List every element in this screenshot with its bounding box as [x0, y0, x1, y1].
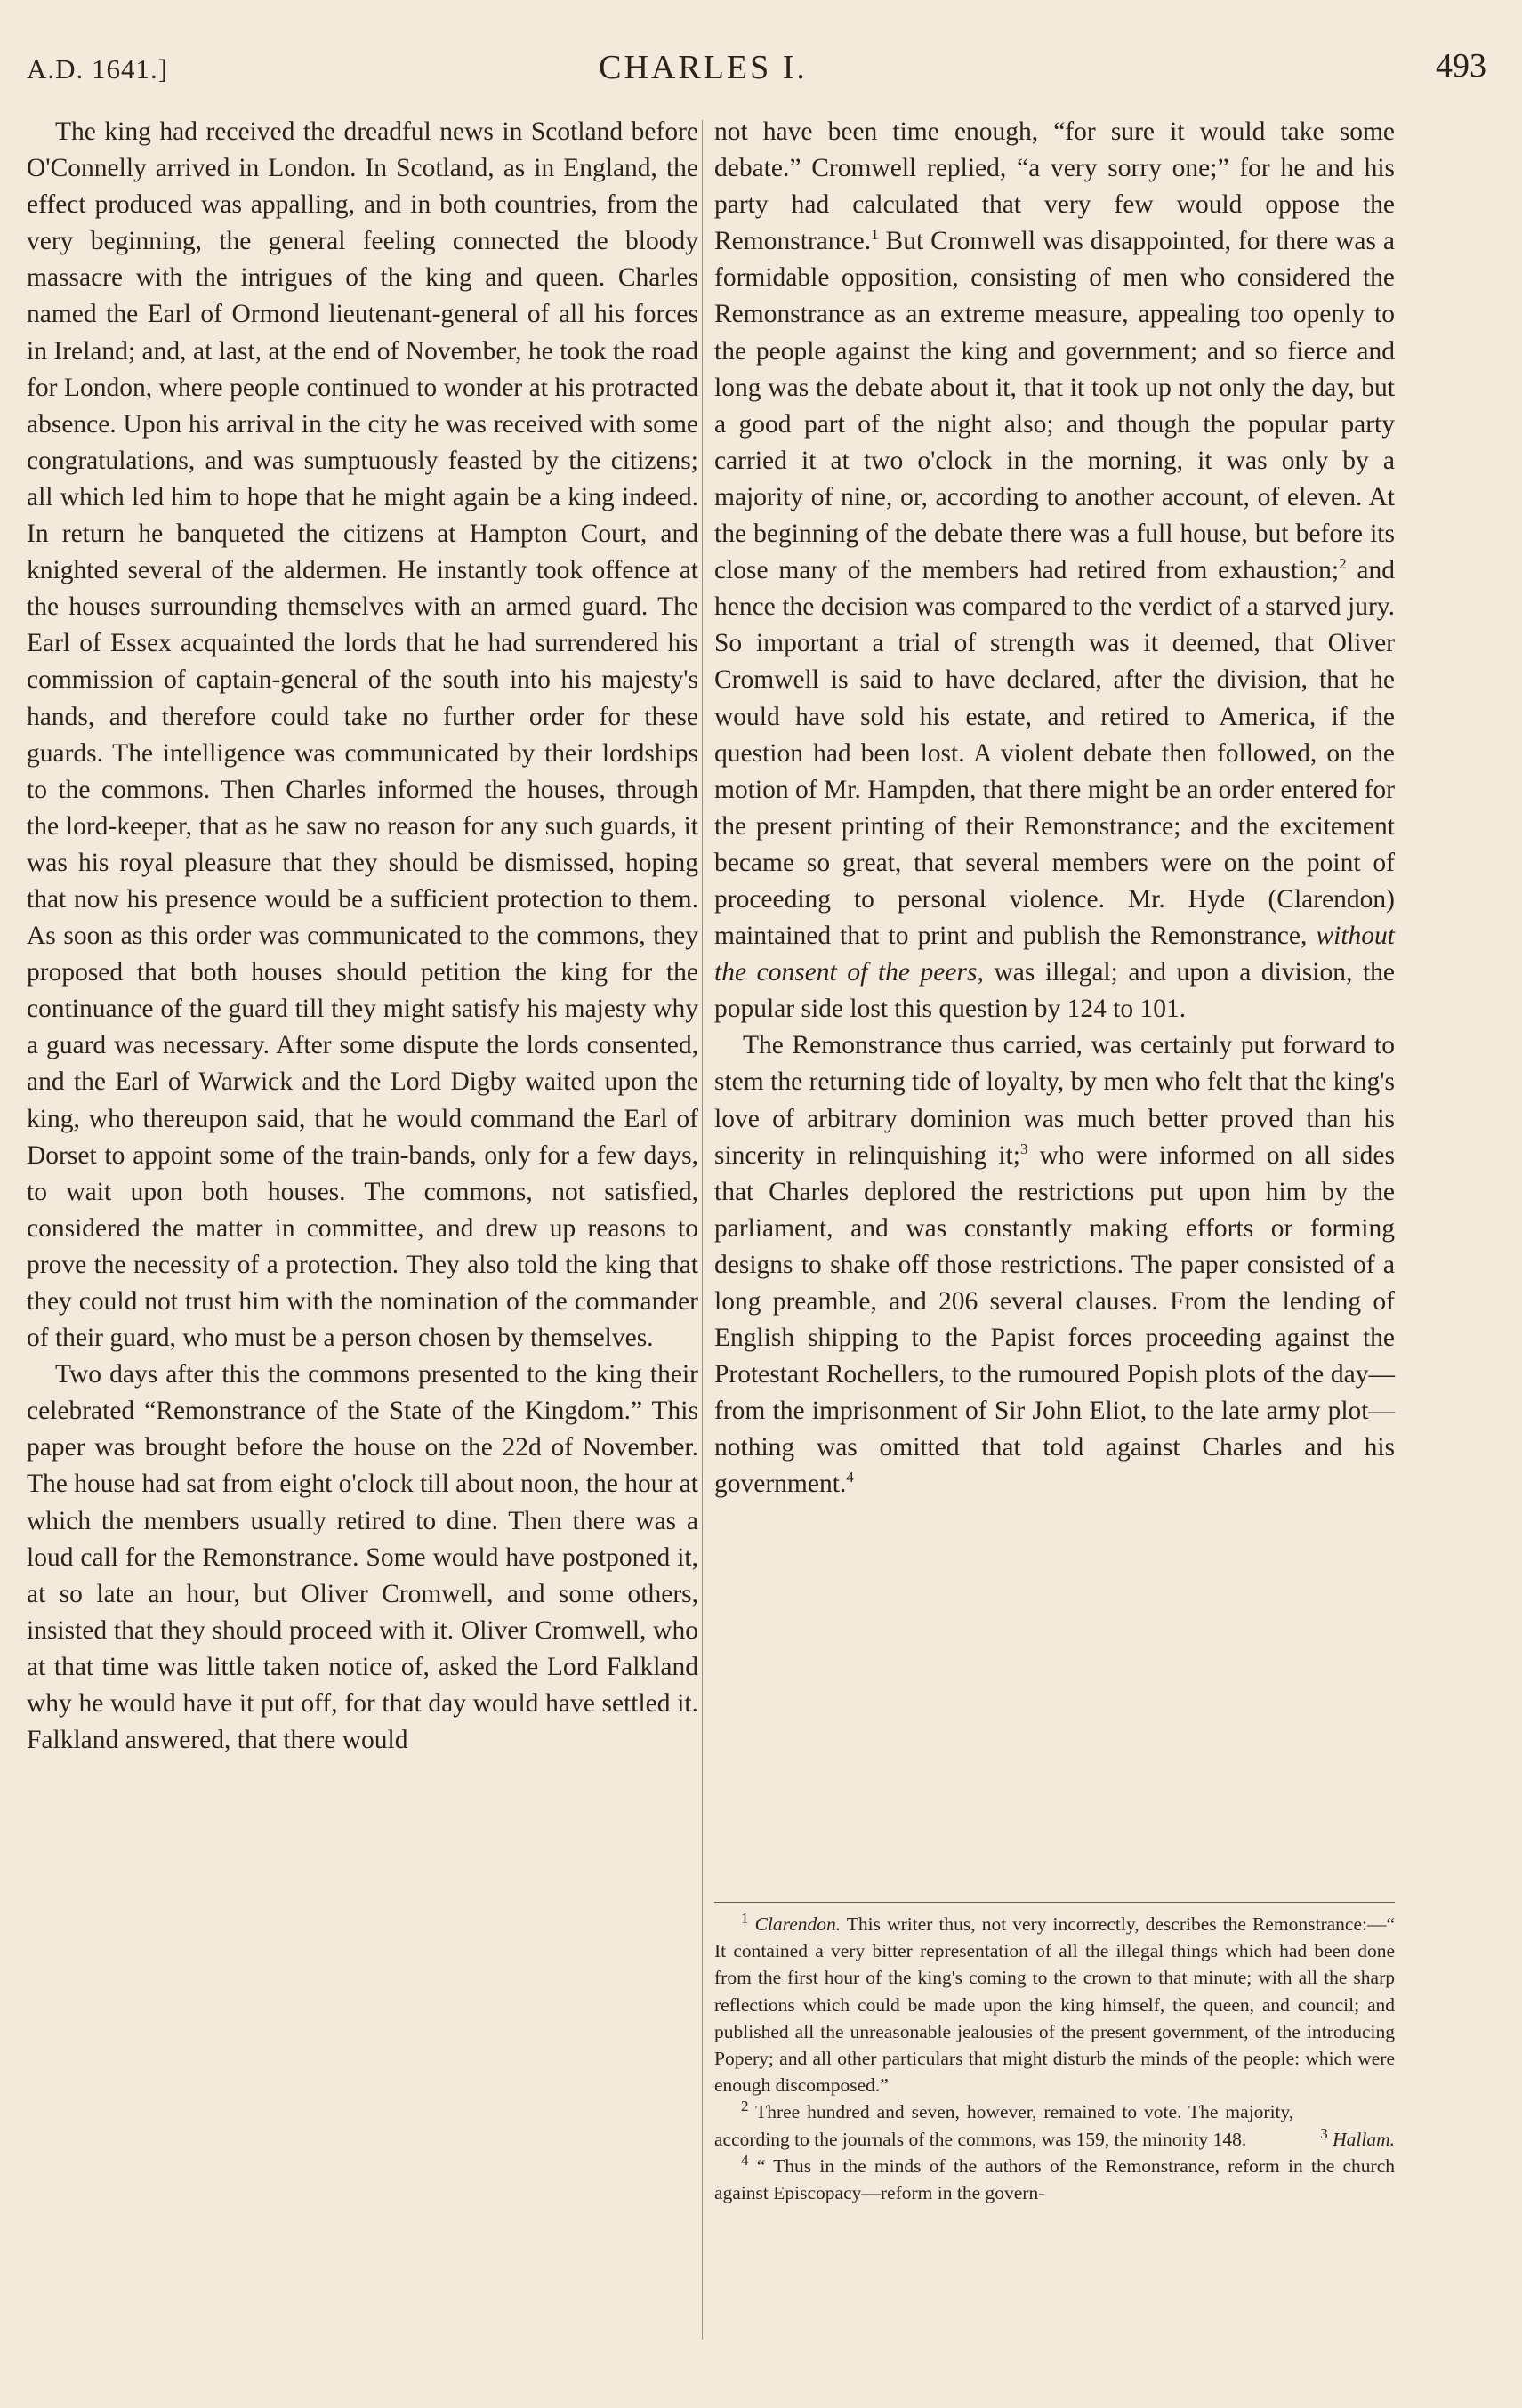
right-p2-text-b: who were informed on all sides that Charles deplored the restrictions put upon him by the parliament, and was constantly making efforts or forming designs to shake off those restrictions. The paper consisted of a long preamble, and 206 several clauses. From the lending of English shipping to the Papist forces proceeding against the Protestant Rochellers, to the rumoured Popish plots of the day—from the imprisonment of Sir John Eliot, to the late army plot—nothing was omitted that told against Charles and his government. [714, 1140, 1395, 1499]
right-p1-text-b: But Cromwell was disappointed, for there was a formidable opposition, consisting of men who considered the Remonstrance as an extreme measure, appealing too openly to the people against the king and government; and so fierce and long was the debate about it, that it took up not only the day, but a good part of the night also; and though the popular party carried it at two o'clock in the morning, it was only by a majority of nine, or, according to another account, of eleven. At the beginning of the debate there was a full house, but before its close many of the members had retired from exhaustion; [714, 227, 1395, 585]
left-paragraph-1: The king had received the dreadful news in Scotland before O'Connelly arrived in London. In Scotland, as in England, the effect produced was appalling, and in both countries, from the very beginning, the general feeling connected the bloody massacre with the intrigues of the king and queen. Charles named the Earl of Ormond lieutenant-general of all his forces in Ireland; and, at last, at the end of November, he took the road for London, where people continued to wonder at his protracted absence. Upon his arrival in the city he was received with some congratulations, and was sumptuously feasted by the citizens; all which led him to hope that he might again be a king indeed. In return he banqueted the citizens at Hampton Court, and knighted several of the aldermen. He instantly took offence at the houses surrounding themselves with an armed guard. The Earl of Essex acquainted the lords that he had surrendered his commission of captain-general of the south into his majesty's hands, and therefore could take no further order for these guards. The intelligence was communicated by their lordships to the commons. Then Charles informed the houses, through the lord-keeper, that as he saw no reason for any such guards, it was his royal pleasure that they should be dismissed, hoping that now his presence would be a sufficient protection to them. As soon as this order was communicated to the commons, they proposed that both houses should petition the king for the continuance of the guard till they might satisfy his majesty why a guard was necessary. After some dispute the lords consented, and the Earl of Warwick and the Lord Digby waited upon the king, who thereupon said, that he would command the Earl of Dorset to appoint some of the train-bands, only for a few days, to wait upon both houses. The commons, not satisfied, considered the matter in committee, and drew up reasons to prove the necessity of a protection. They also told the king that they could not trust him with the nomination of the commander of their guard, who must be a person chosen by themselves. [27, 117, 698, 1353]
footnote-4 [714, 2153, 1395, 2206]
running-header [27, 46, 1486, 89]
column-divider [702, 120, 703, 2340]
right-p2-text-a: The Remonstrance thus carried, was certainly put forward to stem the returning tide of loyalty, by men who felt that the king's love of arbitrary dominion was much better proved than his sincerity in relinquishing it; [714, 1031, 1395, 1170]
header-date: A.D. 1641.] [27, 53, 169, 85]
footnote-1-text: This writer thus, not very incorrectly, describes the Remonstrance:—“ It contained a very bitter representation of all the illegal things which had been done from the first hour of the king's coming to the crown to that minute; with all the sharp reflections which could be made upon the king himself, the queen, and council; and published all the unreasonable jealousies of the present government, of the introducing Popery; and all other particulars that might disturb the minds of the people: which were enough discomposed.” [714, 1913, 1396, 2097]
footnote-2-3-line [714, 2098, 1395, 2152]
left-paragraph-2: Two days after this the commons presented to the king their celebrated “Remonstrance of the State of the Kingdom.” This paper was brought before the house on the 22d of November. The house had sat from eight o'clock till about noon, the hour at which the members usually retired to dine. Then there was a loud call for the Remonstrance. Some would have postponed it, at so late an hour, but Oliver Cromwell, and some others, insisted that they should proceed with it. Oliver Cromwell, who at that time was little taken notice of, asked the Lord Falkland why he would have it put off, for that day would have settled it. Falkland answered, that there would [27, 1360, 698, 1755]
right-paragraph-2 [714, 1027, 1395, 1502]
footnote-3-number: 3 [1320, 2124, 1328, 2142]
footnote-1-source: Clarendon. [754, 1913, 842, 1935]
footnote-1 [714, 1911, 1395, 2098]
right-p1-text-d: was illegal; and upon a division, the popular side lost this question by 124 to 101. [714, 958, 1395, 1024]
footnote-4-number: 4 [741, 2151, 749, 2169]
right-column [714, 114, 1395, 1503]
left-column [27, 114, 698, 1759]
right-p1-text-a: not have been time enough, “for sure it would take some debate.” Cromwell replied, “a very sorry one;” for he and his party had calculated that very few would oppose the Remonstrance. [714, 117, 1395, 256]
footnote-4-text: “ Thus in the minds of the authors of the Remonstrance, reform in the church against Episcopacy—reform in the govern- [714, 2154, 1395, 2204]
footnote-2-number: 2 [741, 2098, 749, 2115]
footnote-2 [714, 2098, 1293, 2152]
footnote-2-text: Three hundred and seven, however, remained to vote. The majority, according to the journals of the commons, was 159, the minority 148. [714, 2101, 1294, 2150]
footnote-ref-2: 2 [1339, 555, 1347, 573]
header-title: CHARLES I. [599, 49, 808, 86]
right-p1-emphasis: without the consent of the peers, [714, 922, 1395, 987]
footnote-3-source: Hallam. [1333, 2128, 1395, 2150]
right-paragraph-1 [714, 114, 1395, 1027]
footnote-ref-4: 4 [846, 1469, 854, 1486]
footnote-1-number: 1 [741, 1909, 749, 1927]
page-number: 493 [1436, 47, 1486, 85]
footnotes [714, 1911, 1395, 2206]
right-p1-text-c: and hence the decision was compared to the verdict of a starved jury. So important a trial of strength was it deemed, that Oliver Cromwell is said to have declared, after the division, that he would have sold his estate, and retired to America, if the question had been lost. A violent debate then followed, on the motion of Mr. Hampden, that there might be an order entered for the present printing of their Remonstrance; and the excitement became so great, that several members were on the point of proceeding to personal violence. Mr. Hyde (Clarendon) maintained that to print and publish the Remonstrance, [714, 556, 1396, 951]
footnote-ref-1: 1 [871, 226, 879, 244]
footnote-divider [714, 1902, 1395, 1903]
footnote-3 [1293, 2126, 1395, 2153]
footnote-ref-3: 3 [1019, 1140, 1028, 1157]
